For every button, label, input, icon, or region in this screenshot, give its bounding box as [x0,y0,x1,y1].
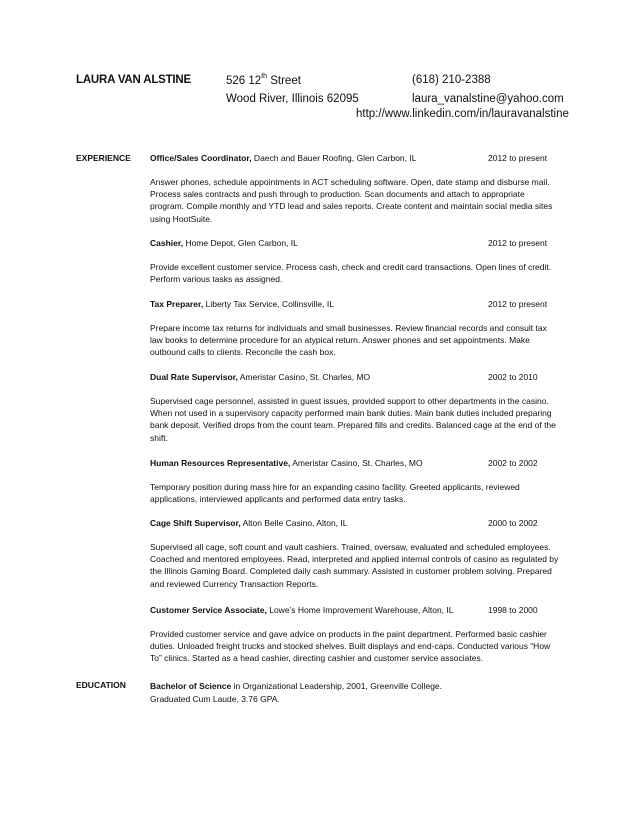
job-dates: 1998 to 2000 [488,605,538,615]
job-title: Tax Preparer, [150,299,204,309]
job-employer: Home Depot, Glen Carbon, IL [183,238,298,248]
street-suffix: th [261,73,268,80]
job-dates: 2012 to present [488,299,548,309]
job-employer: Liberty Tax Service, Collinsville, IL [203,299,334,309]
job-title: Human Resources Representative, [150,458,291,468]
job-header [150,153,560,165]
email-address[interactable]: laura_vanalstine@yahoo.com [412,93,564,105]
job-entry [150,153,560,225]
job-title: Dual Rate Supervisor, [150,372,238,382]
degree-line [150,680,570,693]
job-title: Customer Service Associate, [150,605,267,615]
job-header [150,458,560,470]
job-entry [150,605,560,665]
job-employer: Ameristar Casino, St. Charles, MO [290,458,423,468]
education-entry [150,680,570,705]
job-header [150,299,560,311]
job-dates: 2012 to present [488,153,548,163]
job-header [150,238,560,250]
job-description: Temporary position during mass hire for an expanding casino facility. Greeted applicants, reviewed applications, interviewed applicants and performed data entry tasks. [150,482,520,505]
job-header [150,518,560,530]
job-dates: 2000 to 2002 [488,518,538,528]
street-number: 526 12 [226,74,262,87]
education-heading: EDUCATION [76,680,126,690]
job-dates: 2002 to 2010 [488,372,538,382]
job-title: Cage Shift Supervisor, [150,518,241,528]
job-dates: 2002 to 2002 [488,458,538,468]
linkedin-url[interactable]: http://www.linkedin.com/in/lauravanalstine [356,108,569,120]
street-address [226,74,301,87]
job-description: Supervised cage personnel, assisted in guest issues, provided support to other departments in the casino. When not used in a supervisory capacity performed main bank duties. Main bank duties included preparing bank deposit. Verified drops from the count team. Prepared fills and credits. Balanced cage at the end of the shift. [150,396,556,443]
job-entry [150,299,560,359]
job-description: Answer phones, schedule appointments in ACT scheduling software. Open, date stamp and disburse mail. Process sales contracts and push through to production. Scan documents and attach to appropriate program. Compile monthly and YTD lead and sales reports. Create content and maintain social media sites using HootSuite. [150,177,553,224]
job-header [150,372,560,384]
degree-title: Bachelor of Science [150,681,232,691]
city-state-zip: Wood River, Illinois 62095 [226,93,359,105]
applicant-name: LAURA VAN ALSTINE [76,74,192,86]
job-title: Office/Sales Coordinator, [150,153,252,163]
street-name: Street [267,74,301,87]
job-employer: Ameristar Casino, St. Charles, MO [237,372,371,382]
job-employer: Daech and Bauer Roofing, Glen Carbon, IL [251,153,417,163]
job-title: Cashier, [150,238,184,248]
job-description: Provide excellent customer service. Process cash, check and credit card transactions. Open lines of credit. Perform various tasks as assigned. [150,262,552,285]
job-description: Prepare income tax returns for individuals and small businesses. Review financial records and consult tax law books to determine procedure for an atypical return. Answer phones and set appointments. Make outbound calls to clients. Reconcile the cash box. [150,323,547,358]
job-entry [150,238,560,285]
job-entry [150,458,560,505]
job-dates: 2012 to present [488,238,548,248]
job-header [150,605,560,617]
experience-heading: EXPERIENCE [76,153,131,163]
job-employer: Lowe’s Home Improvement Warehouse, Alton, IL [266,605,454,615]
job-employer: Alton Belle Casino, Alton, IL [240,518,348,528]
job-entry [150,518,560,590]
honors-line: Graduated Cum Laude, 3.76 GPA. [150,693,280,704]
degree-details: in Organizational Leadership, 2001, Greenville College. [231,681,443,691]
job-entry [150,372,560,444]
job-description: Provided customer service and gave advice on products in the paint department. Performed basic cashier duties. Unloaded freight trucks and stocked shelves. Built displays and end-caps. Conducted various “How To” clinics. Started as a head cashier, directing cashier and customer service associates. [150,629,551,664]
job-description: Supervised all cage, soft count and vault cashiers. Trained, oversaw, evaluated and scheduled employees. Coached and mentored employees. Read, interpreted and applied internal controls of casino as regulated by the Illinois Gaming Board. Completed daily cash summary. Assisted in customer problem solving. Prepared and reviewed Currency Transaction Reports. [150,542,559,589]
phone-number: (618) 210-2388 [412,74,491,86]
